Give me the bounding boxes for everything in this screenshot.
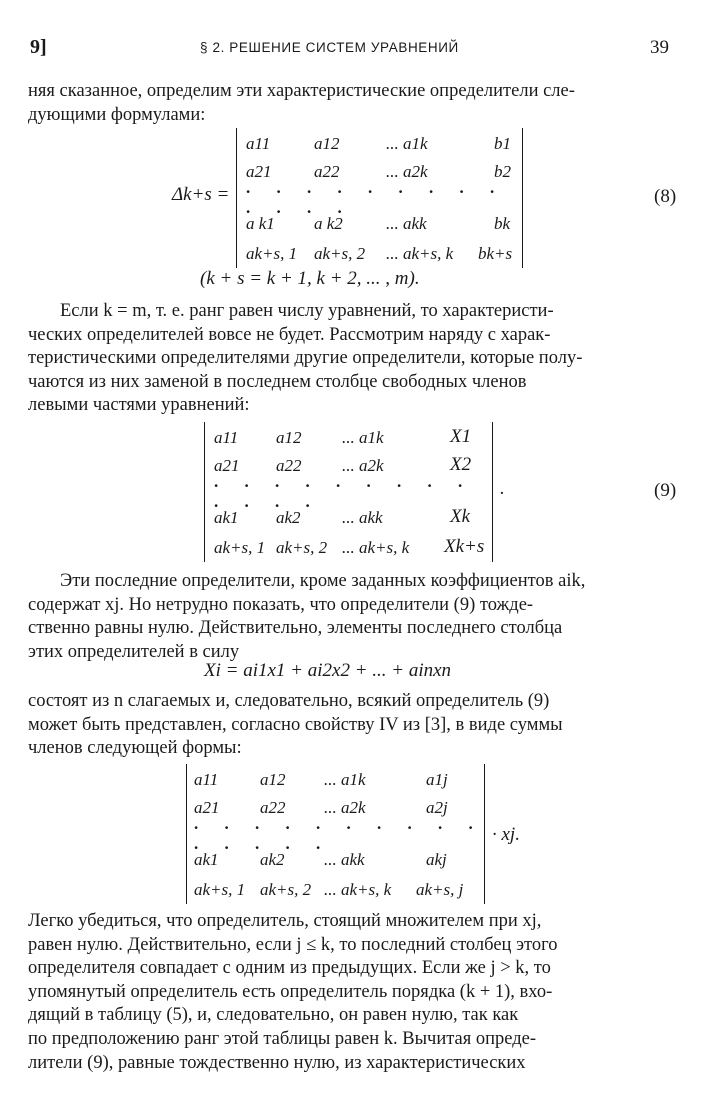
det-cell: ... a2k [342,456,384,475]
det-cell: ak+s, 2 [260,880,312,899]
det-dots-row: . . . . . . . . . . . . . . . [194,814,484,853]
text-line: равен нулю. Действительно, если j ≤ k, то последний столбец этого [28,934,558,955]
running-title: § 2. РЕШЕНИЕ СИСТЕМ УРАВНЕНИЙ [200,40,459,55]
equation-number-9: (9) [654,480,677,501]
det-cell: a11 [214,428,239,447]
text-line: упомянутый определитель есть определитель порядка (k + 1), вхо- [28,981,553,1002]
page-number: 39 [650,37,669,58]
det-cell: ... a2k [324,798,366,817]
text-line: состоят из n слагаемых и, следовательно, всякий определитель (9) [28,691,550,711]
det-cell: ak+s, 1 [246,244,298,263]
det-cell: bk+s [478,244,513,263]
paragraph-conclusion [28,910,680,1075]
text-line: может быть представлен, согласно свойству IV из [3], в виде суммы [28,714,563,735]
det-cell: a12 [314,134,340,153]
equation-number-8: (8) [654,186,677,207]
paragraph-sum-terms [28,690,680,761]
det-dots-row: . . . . . . . . . . . . . [214,472,474,511]
det-cell: ak2 [260,850,285,869]
det-cell: a12 [276,428,302,447]
det-cell: a22 [314,162,340,181]
det-cell: a21 [246,162,272,181]
text-line: Если k = m, т. е. ранг равен числу уравнений, то характеристи- [60,301,554,321]
delta-lhs: Δk+s = [172,184,230,205]
section-number: 9] [30,36,47,58]
det-cell: a1j [426,770,448,789]
determinant-9 [204,422,498,562]
det-cell: b2 [494,162,511,181]
paragraph-intro [28,80,680,127]
xi-formula: Xi = ai1x1 + ai2x2 + ... + ainxn [204,660,452,681]
det-cell: ak+s, j [416,880,464,899]
det-cell: a22 [276,456,302,475]
text-line: няя сказанное, определим эти характеристические определители сле- [28,81,575,101]
det-cell: ... akk [342,508,383,527]
eq9-period: . [500,478,505,499]
det-cell: ... a2k [386,162,428,181]
det-cell: ... ak+s, k [342,538,410,557]
text-line: Легко убедиться, что определитель, стоящий множителем при xj, [28,911,542,931]
text-line: дующими формулами: [28,104,206,125]
det-cell: a22 [260,798,286,817]
text-line: теристическими определителями другие определители, которые полу- [28,348,583,369]
xj-factor: · xj. [492,824,520,845]
det-cell: ak+s, 2 [314,244,366,263]
det-cell: a2j [426,798,448,817]
text-line: ственно равны нулю. Действительно, элементы последнего столбца [28,618,563,639]
det-cell: a11 [246,134,271,153]
det-cell: ... a1k [386,134,428,153]
text-line: лители (9), равные тождественно нулю, из характеристических [28,1052,526,1073]
det-cell: ... ak+s, k [324,880,392,899]
det-left-bar [186,764,187,904]
paragraph-rank [28,300,680,418]
text-line: по предположению ранг этой таблицы равен k. Вычитая опреде- [28,1028,537,1049]
det-cell: ... a1k [342,428,384,447]
text-line: дящий в таблицу (5), и, следовательно, он равен нулю, так как [28,1005,519,1026]
det-cell: a11 [194,770,219,789]
text-line: членов следующей формы: [28,738,242,759]
text-line: ческих определителей вовсе не будет. Рассмотрим наряду с харак- [28,324,551,345]
det-cell: a21 [194,798,220,817]
det-left-bar [236,128,237,268]
det-cell: bk [494,214,511,233]
det-dots-row: . . . . . . . . . . . . . [246,178,506,217]
equation-condition: (k + s = k + 1, k + 2, ... , m). [200,268,420,289]
det-cell: ... akk [324,850,365,869]
det-cell: ak+s, 2 [276,538,328,557]
det-cell: akj [426,850,447,869]
text-line: левыми частями уравнений: [28,395,250,416]
determinant-8 [236,128,526,268]
text-line: этих определителей в силу [28,641,240,662]
det-cell: a12 [260,770,286,789]
det-cell: ... a1k [324,770,366,789]
det-cell: Xk [450,506,471,527]
det-cell: ak+s, 1 [194,880,246,899]
det-cell: ... ak+s, k [386,244,454,263]
det-cell: b1 [494,134,511,153]
text-line: содержат xj. Но нетрудно показать, что определители (9) тожде- [28,594,534,615]
det-cell: Xk+s [444,536,485,557]
det-cell: ak2 [276,508,301,527]
text-line: определителя совпадает с одним из предыдущих. Если же j > k, то [28,958,551,979]
det-cell: X2 [450,454,472,475]
paragraph-extra-dets [28,570,680,664]
det-cell: ... akk [386,214,427,233]
determinant-xj [186,764,488,904]
det-cell: a k1 [246,214,275,233]
text-line: чаются из них заменой в последнем столбце свободных членов [28,371,527,392]
det-cell: ak+s, 1 [214,538,266,557]
det-cell: a k2 [314,214,343,233]
det-left-bar [204,422,205,562]
text-line: Эти последние определители, кроме заданных коэффициентов aik, [60,571,586,591]
det-cell: X1 [450,426,472,447]
det-cell: ak1 [194,850,219,869]
det-cell: ak1 [214,508,239,527]
det-cell: a21 [214,456,240,475]
